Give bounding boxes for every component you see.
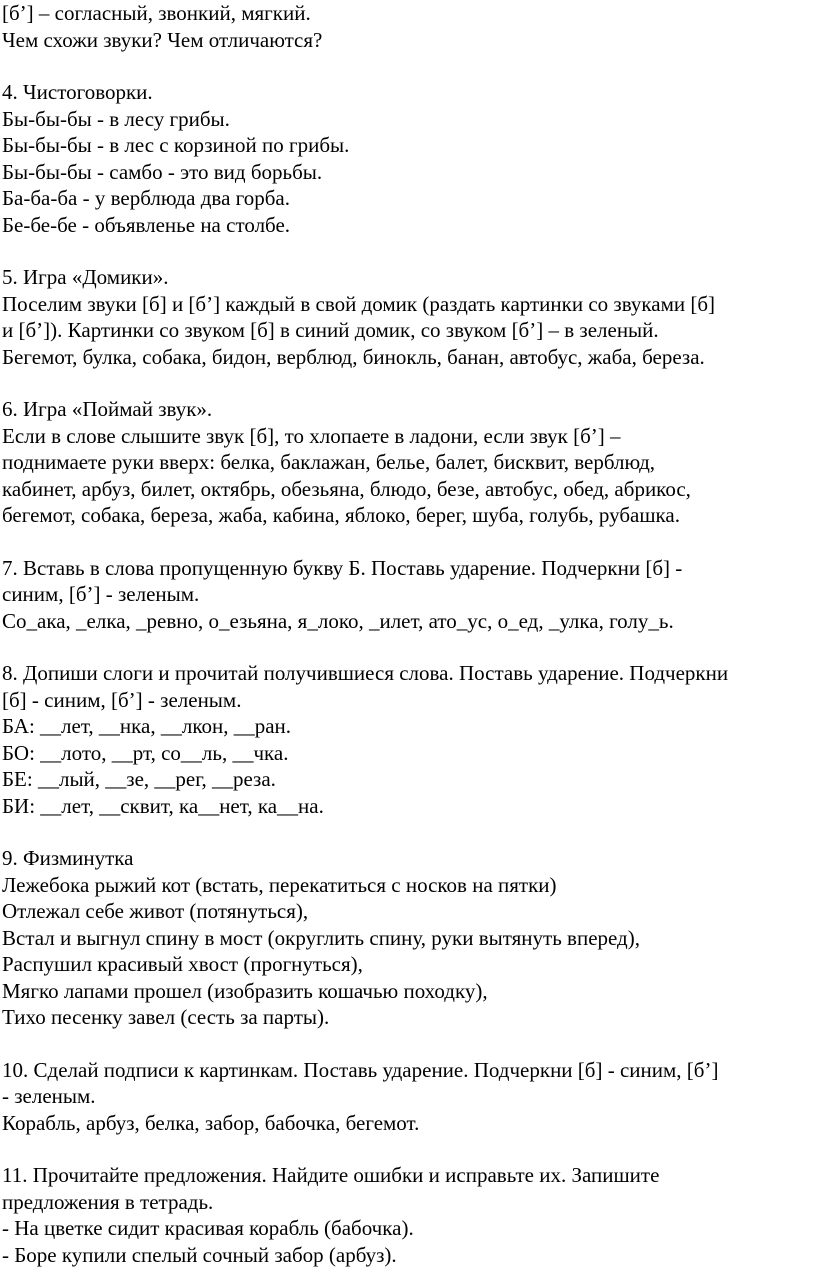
text-line: Распушил красивый хвост (прогнуться), <box>2 951 810 978</box>
text-line: синим, [б’] - зеленым. <box>2 581 810 608</box>
text-line: [б] - синим, [б’] - зеленым. <box>2 687 810 714</box>
text-line: Со_ака, _елка, _ревно, о_езьяна, я_локо, _илет, ато_ус, о_ед, _улка, голу_ь. <box>2 608 810 635</box>
section-5-houses-game <box>2 264 810 370</box>
text-line: предложения в тетрадь. <box>2 1189 810 1216</box>
section-4-tongue-twisters <box>2 79 810 238</box>
text-line: Поселим звуки [б] и [б’] каждый в свой домик (раздать картинки со звуками [б] <box>2 291 810 318</box>
text-line: Бы-бы-бы - в лесу грибы. <box>2 106 810 133</box>
section-6-catch-sound-game <box>2 396 810 529</box>
section-8-syllables <box>2 660 810 819</box>
section-9-exercise-break <box>2 845 810 1031</box>
text-line: Отлежал себе живот (потянуться), <box>2 898 810 925</box>
text-line: - зеленым. <box>2 1083 810 1110</box>
text-line: Ба-ба-ба - у верблюда два горба. <box>2 185 810 212</box>
text-line: Бы-бы-бы - в лес с корзиной по грибы. <box>2 132 810 159</box>
section-title: 6. Игра «Поймай звук». <box>2 396 810 423</box>
intro-section <box>2 0 810 53</box>
text-line: Мягко лапами прошел (изобразить кошачью походку), <box>2 978 810 1005</box>
text-line: 11. Прочитайте предложения. Найдите ошибки и исправьте их. Запишите <box>2 1162 810 1189</box>
text-line: 8. Допиши слоги и прочитай получившиеся слова. Поставь ударение. Подчеркни <box>2 660 810 687</box>
text-line: Если в слове слышите звук [б], то хлопаете в ладони, если звук [б’] – <box>2 423 810 450</box>
section-7-missing-letter <box>2 555 810 635</box>
text-line: 10. Сделай подписи к картинкам. Поставь ударение. Подчеркни [б] - синим, [б’] <box>2 1057 810 1084</box>
text-line: БО: __лото, __рт, со__ль, __чка. <box>2 740 810 767</box>
text-line: 7. Вставь в слова пропущенную букву Б. Поставь ударение. Подчеркни [б] - <box>2 555 810 582</box>
section-11-fix-sentences <box>2 1162 810 1268</box>
text-line: Бы-бы-бы - самбо - это вид борьбы. <box>2 159 810 186</box>
text-line: Корабль, арбуз, белка, забор, бабочка, бегемот. <box>2 1110 810 1137</box>
section-title: 9. Физминутка <box>2 845 810 872</box>
text-line: - Боре купили спелый сочный забор (арбуз). <box>2 1242 810 1268</box>
section-10-picture-captions <box>2 1057 810 1137</box>
section-title: 4. Чистоговорки. <box>2 79 810 106</box>
text-line: и [б’]). Картинки со звуком [б] в синий домик, со звуком [б’] – в зеленый. <box>2 317 810 344</box>
text-line: БА: __лет, __нка, __лкон, __ран. <box>2 713 810 740</box>
text-line: бегемот, собака, береза, жаба, кабина, яблоко, берег, шуба, голубь, рубашка. <box>2 502 810 529</box>
text-line: кабинет, арбуз, билет, октябрь, обезьяна, блюдо, безе, автобус, обед, абрикос, <box>2 476 810 503</box>
text-line: БЕ: __лый, __зе, __рег, __реза. <box>2 766 810 793</box>
text-line: Тихо песенку завел (сесть за парты). <box>2 1004 810 1031</box>
text-line: Лежебока рыжий кот (встать, перекатиться с носков на пятки) <box>2 872 810 899</box>
text-line: Бегемот, булка, собака, бидон, верблюд, бинокль, банан, автобус, жаба, береза. <box>2 344 810 371</box>
text-line: [б’] – согласный, звонкий, мягкий. <box>2 0 810 27</box>
text-line: БИ: __лет, __сквит, ка__нет, ка__на. <box>2 793 810 820</box>
text-line: - На цветке сидит красивая корабль (бабочка). <box>2 1215 810 1242</box>
text-line: Встал и выгнул спину в мост (округлить спину, руки вытянуть вперед), <box>2 925 810 952</box>
text-line: Бе-бе-бе - объявленье на столбе. <box>2 212 810 239</box>
text-line: Чем схожи звуки? Чем отличаются? <box>2 27 810 54</box>
section-title: 5. Игра «Домики». <box>2 264 810 291</box>
text-line: поднимаете руки вверх: белка, баклажан, белье, балет, бисквит, верблюд, <box>2 449 810 476</box>
